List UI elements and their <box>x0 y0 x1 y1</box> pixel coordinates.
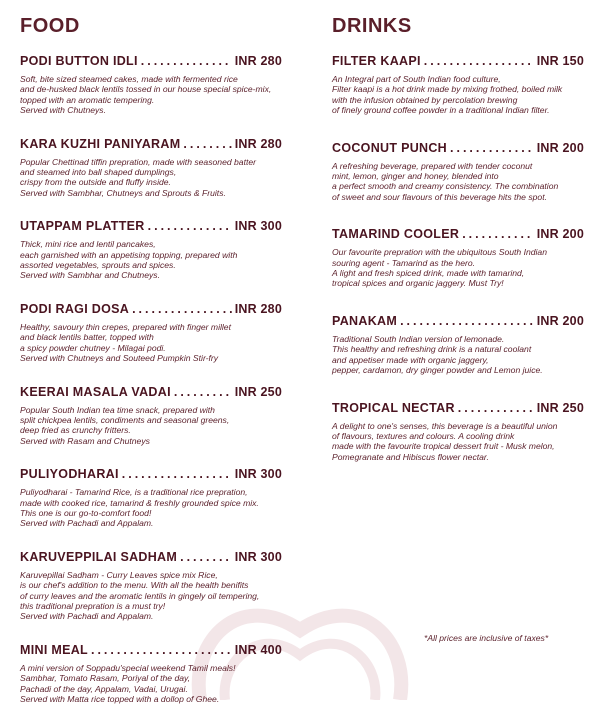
description-line: Puliyodharai - Tamarind Rice, is a traditional rice prepration, <box>20 487 248 498</box>
food-heading: FOOD <box>20 15 80 37</box>
menu-item-description <box>332 161 584 203</box>
menu-item-description <box>332 247 584 289</box>
menu-item-price: INR 250 <box>536 400 584 415</box>
menu-item <box>20 54 282 116</box>
description-line: Served with Rasam and Chutneys <box>20 435 150 446</box>
description-line: this traditional prepration is a must try! <box>20 600 166 611</box>
menu-item-description <box>20 322 282 364</box>
menu-item-name: PANAKAM <box>332 313 398 328</box>
menu-item-description <box>20 663 282 705</box>
menu-item-header <box>20 550 282 565</box>
food-column <box>20 14 282 725</box>
description-line: made with cooked rice, tamarind & freshly grounded spice mix. <box>20 497 259 508</box>
menu-item-name: COCONUT PUNCH <box>332 140 448 155</box>
menu-item-name: KARUVEPPILAI SADHAM <box>20 549 178 564</box>
menu-item-header <box>20 137 282 152</box>
menu-item <box>20 302 282 364</box>
menu-item-header <box>20 54 282 69</box>
description-line: of curry leaves and the aromatic lentils in gingely oil tempering, <box>20 590 260 601</box>
description-line: Pomegranate and Hibiscus flower nectar. <box>332 451 489 462</box>
menu-item <box>20 550 282 622</box>
menu-item-name: KEERAI MASALA VADAI <box>20 384 171 399</box>
menu-item-header <box>20 385 282 400</box>
menu-item <box>20 643 282 705</box>
description-line: crispy from the outside and fluffy inside. <box>20 177 171 188</box>
menu-item-description <box>20 487 282 529</box>
dot-leader <box>183 137 231 152</box>
menu-item-price: INR 200 <box>536 313 584 328</box>
menu-item-header <box>20 467 282 482</box>
description-line: Served with Pachadi and Appalam. <box>20 611 154 622</box>
menu-item-price: INR 300 <box>234 219 282 234</box>
menu-item-name: PULIYODHARAI <box>20 467 119 482</box>
description-line: a perfect smooth and creamy consistency. The combination <box>332 181 559 192</box>
dot-leader <box>174 385 232 400</box>
description-line: Thick, mini rice and lentil pancakes, <box>20 239 156 250</box>
description-line: of finely ground coffee powder in a traditional Indian filter. <box>332 105 550 116</box>
menu-item-header <box>20 302 282 317</box>
menu-item-header <box>20 219 282 234</box>
menu-item <box>332 141 584 203</box>
description-line: Our favourite prepration with the ubiquitous South Indian <box>332 247 547 258</box>
description-line: Filter kaapi is a hot drink made by mixing frothed, boiled milk <box>332 84 563 95</box>
menu-item-price: INR 400 <box>234 642 282 657</box>
menu-item-price: INR 200 <box>536 140 584 155</box>
description-line: Served with Matta rice topped with a dollop of Ghee. <box>20 694 220 704</box>
menu-item <box>332 401 584 463</box>
description-line: split chickpea lentils, condiments and seasonal greens, <box>20 414 230 425</box>
dot-leader <box>141 54 232 69</box>
menu-item-price: INR 150 <box>536 54 584 68</box>
menu-item-price: INR 250 <box>234 384 282 399</box>
menu-item <box>20 137 282 199</box>
description-line: Served with Chutneys. <box>20 105 106 116</box>
description-line: An Integral part of South Indian food culture, <box>332 74 501 84</box>
description-line: Served with Sambhar, Chutneys and Sprouts & Fruits. <box>20 187 226 198</box>
dot-leader <box>458 401 534 416</box>
menu-item-header <box>332 314 584 329</box>
menu-item-price: INR 280 <box>234 54 282 68</box>
menu-item <box>332 314 584 376</box>
description-line: of flavours, textures and colours. A cooling drink <box>332 430 515 441</box>
description-line: of sweet and sour flavours of this beverage hits the spot. <box>332 191 547 202</box>
description-line: Soft, bite sized steamed cakes, made with fermented rice <box>20 74 238 84</box>
menu-item-description <box>20 157 282 199</box>
menu-item-price: INR 300 <box>234 549 282 564</box>
tax-note: *All prices are inclusive of taxes* <box>424 633 549 643</box>
menu-item-name: MINI MEAL <box>20 642 88 657</box>
description-line: souring agent - Tamarind as the hero. <box>332 257 475 268</box>
description-line: deep fried as crunchy fritters. <box>20 425 131 436</box>
menu-item-description <box>332 74 584 116</box>
menu-item-price: INR 200 <box>536 227 584 242</box>
dot-leader <box>450 141 534 156</box>
description-line: Popular South Indian tea time snack, prepared with <box>20 404 215 415</box>
menu-item <box>20 467 282 529</box>
description-line: This healthy and refreshing drink is a natural coolant <box>332 344 532 355</box>
menu-item-description <box>20 570 282 622</box>
menu-item-name: UTAPPAM PLATTER <box>20 219 145 234</box>
dot-leader <box>462 227 534 242</box>
description-line: and de-husked black lentils tossed in our house special spice-mix, <box>20 84 272 95</box>
description-line: mint, lemon, ginger and honey, blended into <box>332 171 499 182</box>
menu-item-name: TAMARIND COOLER <box>332 227 460 242</box>
dot-leader <box>132 302 232 317</box>
description-line: each garnished with an appetising topping, prepared with <box>20 249 238 260</box>
description-line: topped with an aromatic tempering. <box>20 94 155 105</box>
menu-item-name: FILTER KAAPI <box>332 54 421 68</box>
menu-item-description <box>332 421 584 463</box>
description-line: Pachadi of the day, Appalam, Vadai, Urugai. <box>20 683 188 694</box>
description-line: Sambhar, Tomato Rasam, Poriyal of the day, <box>20 673 191 684</box>
description-line: and black lentils batter, topped with <box>20 332 154 343</box>
dot-leader <box>180 550 232 565</box>
dot-leader <box>122 467 232 482</box>
menu-item-header <box>20 643 282 658</box>
dot-leader <box>424 54 534 69</box>
menu-item-name: KARA KUZHI PANIYARAM <box>20 136 181 151</box>
description-line: Served with Sambhar and Chutneys. <box>20 270 160 281</box>
description-line: Served with Pachadi and Appalam. <box>20 518 154 529</box>
description-line: a spicy powder chutney - Milagai podi. <box>20 342 166 353</box>
description-line: pepper, cardamon, dry ginger powder and Lemon juice. <box>332 365 543 376</box>
menu-item-header <box>332 227 584 242</box>
dot-leader <box>400 314 534 329</box>
description-line: This one is our go-to-comfort food! <box>20 507 152 518</box>
menu-item-price: INR 280 <box>234 301 282 316</box>
menu-item <box>20 219 282 281</box>
menu-item <box>332 227 584 289</box>
description-line: and appetiser made with organic jaggery, <box>332 354 489 365</box>
menu-item-header <box>332 54 584 69</box>
menu-item <box>20 385 282 447</box>
description-line: Served with Chutneys and Souteed Pumpkin Stir-fry <box>20 353 219 364</box>
menu-item-price: INR 280 <box>234 136 282 151</box>
menu-item-header <box>332 141 584 156</box>
description-line: A delight to one's senses, this beverage is a beautiful union <box>332 420 558 431</box>
description-line: with the infusion obtained by percolation brewing <box>332 94 518 105</box>
description-line: Traditional South Indian version of lemonade. <box>332 333 505 344</box>
description-line: Healthy, savoury thin crepes, prepared with finger millet <box>20 321 231 332</box>
description-line: Popular Chettinad tiffin prepration, made with seasoned batter <box>20 156 256 167</box>
description-line: assorted vegetables, sprouts and spices. <box>20 260 176 271</box>
menu-item-description <box>20 239 282 281</box>
description-line: is our chef's addition to the menu. With all the health benifits <box>20 580 249 591</box>
menu-item-header <box>332 401 584 416</box>
dot-leader <box>91 643 232 658</box>
description-line: made with the favourite tropical dessert fruit - Musk melon, <box>332 441 555 452</box>
menu-item <box>332 54 584 116</box>
drinks-heading: DRINKS <box>332 15 412 37</box>
menu-item-price: INR 300 <box>234 467 282 482</box>
menu-item-name: TROPICAL NECTAR <box>332 400 455 415</box>
menu-item-name: PODI BUTTON IDLI <box>20 54 138 68</box>
menu-item-description <box>332 334 584 376</box>
drinks-column <box>332 14 584 487</box>
menu-item-name: PODI RAGI DOSA <box>20 301 130 316</box>
dot-leader <box>148 219 232 234</box>
menu-item-description <box>20 405 282 447</box>
description-line: Karuvepillai Sadham - Curry Leaves spice mix Rice, <box>20 569 218 580</box>
description-line: tropical spices and organic jaggery. Must Try! <box>332 278 504 289</box>
description-line: A mini version of Soppadu'special weekend Tamil meals! <box>20 662 236 673</box>
description-line: A light and fresh spiced drink, made with tamarind, <box>332 268 525 279</box>
description-line: and steamed into ball shaped dumplings, <box>20 167 177 178</box>
menu-item-description <box>20 74 282 116</box>
description-line: A refreshing beverage, prepared with tender coconut <box>332 160 533 171</box>
